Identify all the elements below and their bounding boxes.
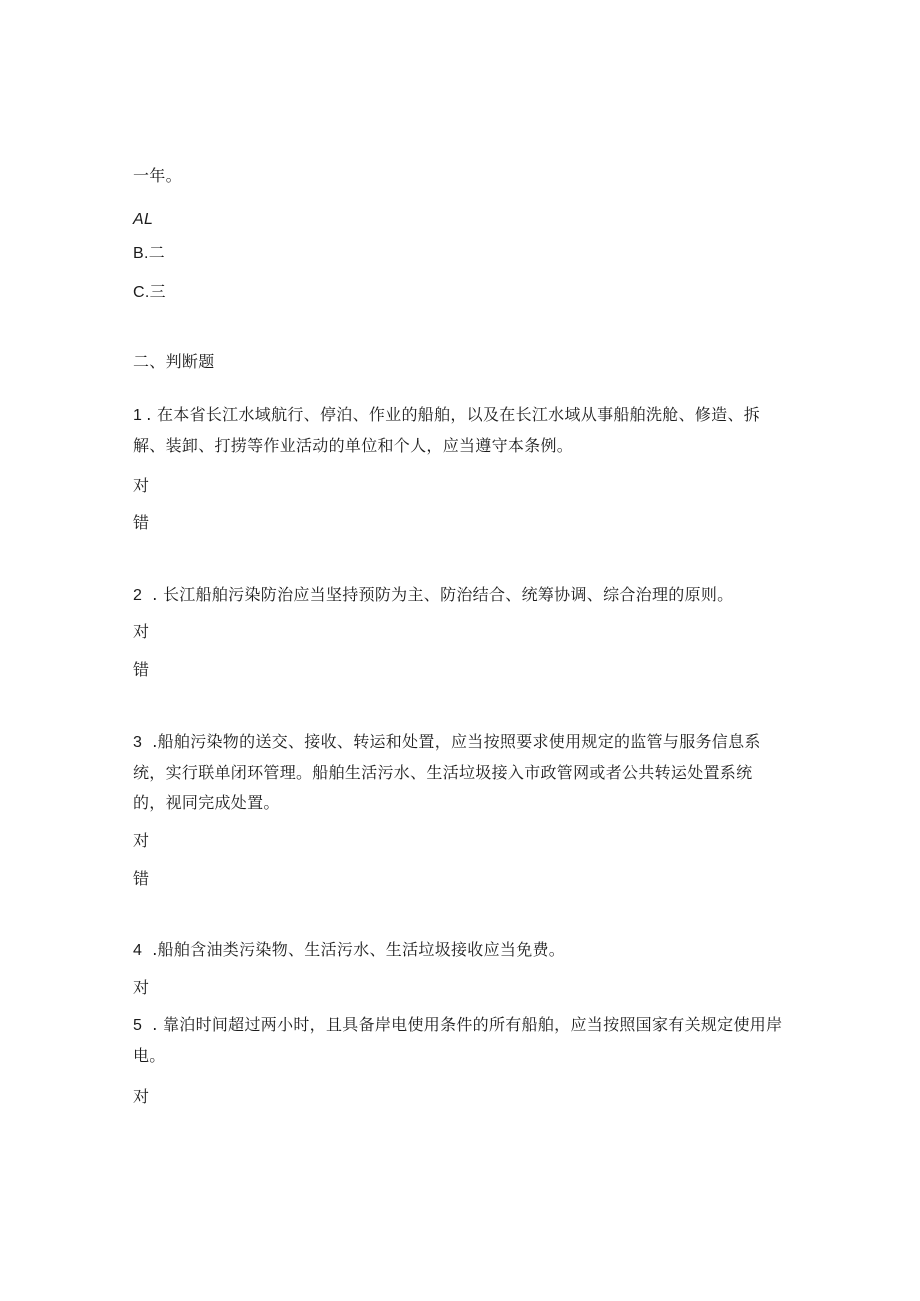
question-text: . 在本省长江水域航行、停泊、作业的船舶，以及在长江水域从事船舶洗舱、修造、拆解、装卸、打捞等作业活动的单位和个人，应当遵守本条例。 — [133, 405, 761, 455]
question-text: .船舶含油类污染物、生活污水、生活垃圾接收应当免费。 — [152, 940, 566, 959]
answer-true: 对 — [133, 978, 150, 997]
question-text: . 长江船舶污染防治应当坚持预防为主、防治结合、统筹协调、综合治理的原则。 — [152, 585, 734, 604]
question-text: . 靠泊时间超过两小时，且具备岸电使用条件的所有船舶，应当按照国家有关规定使用岸电。 — [133, 1015, 783, 1065]
intro-text: 一年。 — [133, 166, 182, 185]
question-1 — [133, 400, 783, 461]
answer-true: 对 — [133, 831, 150, 850]
option-c: C.三 — [133, 284, 166, 301]
answer-false: 错 — [133, 869, 150, 888]
question-5 — [133, 1010, 783, 1071]
answer-true: 对 — [133, 476, 150, 495]
answer-false: 错 — [133, 660, 150, 679]
question-3 — [133, 727, 783, 818]
question-number: 4 — [133, 942, 143, 959]
answer-true: 对 — [133, 622, 150, 641]
question-4 — [133, 935, 783, 966]
answer-true: 对 — [133, 1087, 150, 1106]
question-2 — [133, 580, 783, 611]
answer-false: 错 — [133, 513, 150, 532]
option-b: B.二 — [133, 245, 166, 262]
question-number: 1 — [133, 407, 143, 424]
section-title: 二、判断题 — [133, 352, 215, 371]
question-text: .船舶污染物的送交、接收、转运和处置，应当按照要求使用规定的监管与服务信息系统，实行联单闭环管理。船舶生活污水、生活垃圾接入市政管网或者公共转运处置系统的，视同完成处置。 — [133, 732, 761, 812]
question-number: 3 — [133, 734, 143, 751]
option-a: AL — [133, 211, 154, 228]
question-number: 5 — [133, 1017, 143, 1034]
question-number: 2 — [133, 587, 143, 604]
